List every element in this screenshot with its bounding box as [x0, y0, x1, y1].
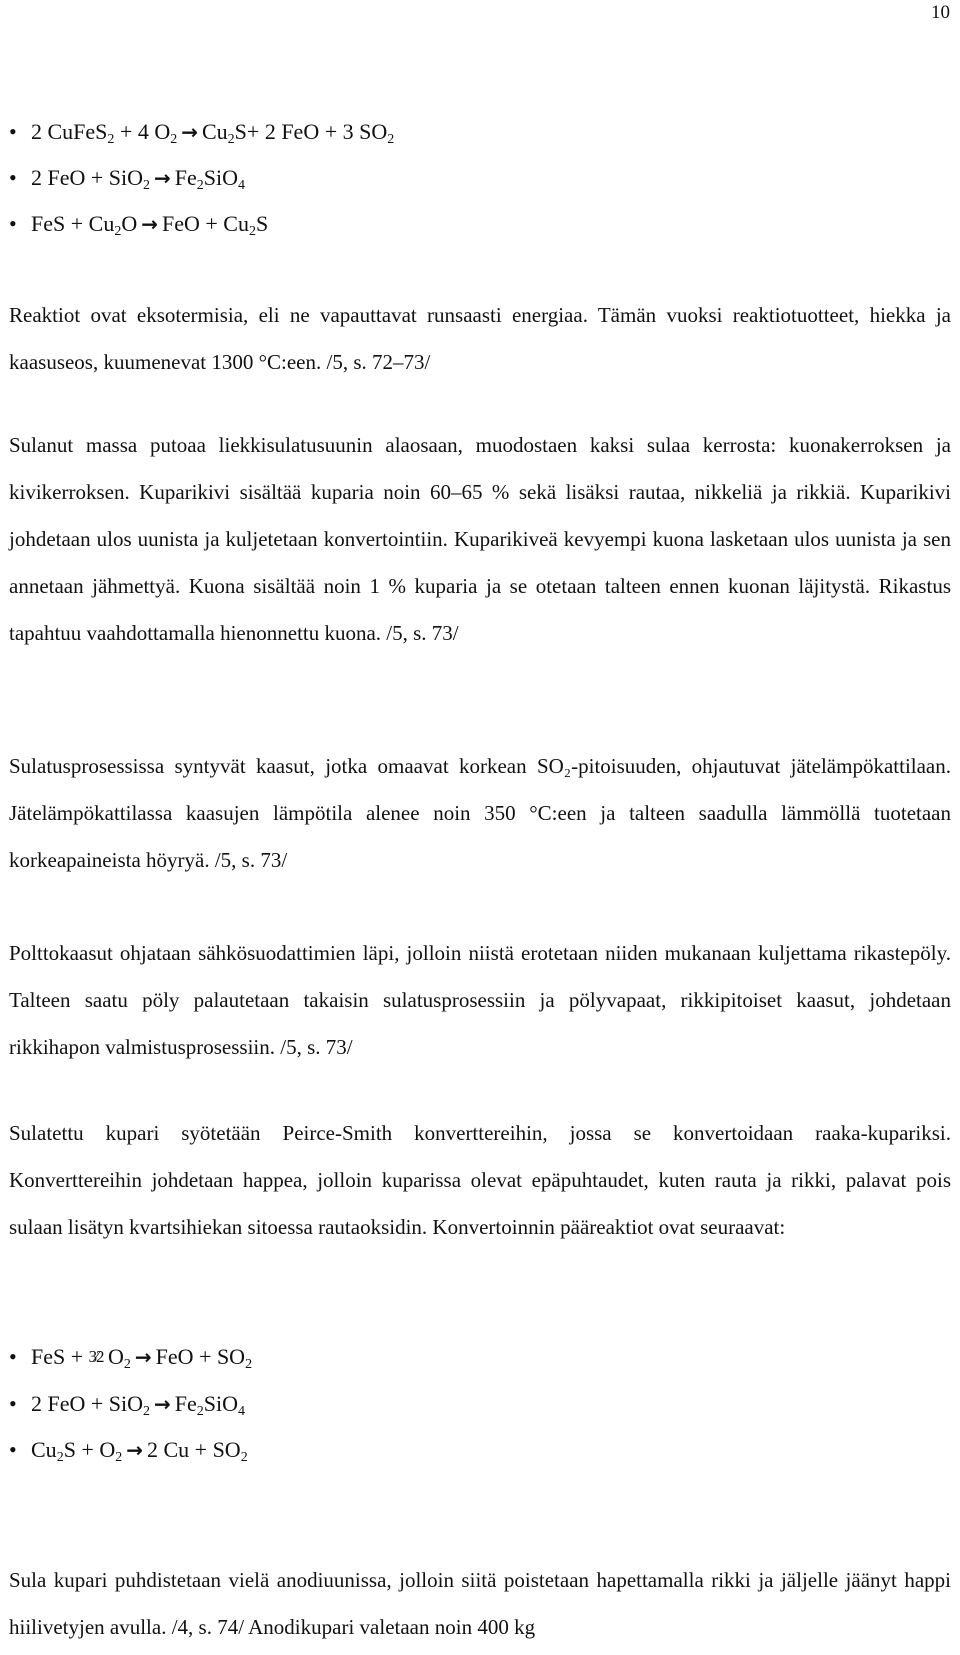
paragraph: Sula kupari puhdistetaan vielä anodiuunissa, jolloin siitä poistetaan hapettamalla rikki ja jäljelle jäänyt happi hiilivetyjen avulla. /4, s. 74/ Anodikupari valetaan noin 400 kg [9, 1568, 951, 1639]
reaction-equation: • FeS + 3⁄2 $O_2$ → FeO + $SO_2$ [9, 1337, 252, 1377]
arrow-icon: → [181, 120, 198, 144]
bullet-icon: • [9, 1344, 17, 1369]
arrow-icon: → [154, 166, 171, 190]
reaction-equation: • 2 FeO + $SiO_2 \to Fe_2SiO_4$ [9, 1384, 245, 1424]
bullet-icon: • [9, 1437, 17, 1462]
page-number: 10 [931, 2, 950, 23]
arrow-icon: → [134, 1345, 152, 1369]
paragraph: Reaktiot ovat eksotermisia, eli ne vapauttavat runsaasti energiaa. Tämän vuoksi reaktiotuotteet, hiekka ja kaasuseos, kuumenevat 1300 °C:een. /5, s. 72–73/ [9, 303, 951, 374]
reaction-equation: • FeS + $Cu_2O$ → FeO + $Cu_2S$ [9, 204, 268, 244]
paragraph: Polttokaasut ohjataan sähkösuodattimien läpi, jolloin niistä erotetaan niiden mukanaan kuljettama rikastepöly. Talteen saatu pöly palautetaan takaisin sulatusprosessiin ja pölyvapaat, rikkipitoiset kaasut, johdetaan rikkihapon valmistusprosessiin. /5, s. 73/ [9, 941, 951, 1059]
arrow-icon: → [141, 212, 158, 236]
bullet-icon: • [9, 211, 17, 236]
bullet-icon: • [9, 165, 17, 190]
arrow-icon: → [154, 1392, 171, 1416]
reaction-equation: • 2 CuFeS$_2$ + 4 $O_2 \to Cu_2S+ 2$ FeO + 3 $SO_2$ [9, 112, 394, 152]
bullet-icon: • [9, 1391, 17, 1416]
paragraph: Sulatettu kupari syötetään Peirce-Smith konverttereihin, jossa se konvertoidaan raaka-kupariksi. Konverttereihin johdetaan happea, jolloin kuparissa olevat epäpuhtaudet, kuten rauta ja rikki, palavat pois sulaan lisätyn kvartsihiekan sitoessa rautaoksidin. Konvertoinnin pääreaktiot ovat seuraavat: [9, 1121, 951, 1239]
bullet-icon: • [9, 119, 17, 144]
reaction-equation: • 2 FeO + $SiO_2 \to Fe_2SiO_4$ [9, 158, 245, 198]
reaction-equation: • $Cu_2S + O_2 \to 2$ $Cu + SO_2$ [9, 1430, 248, 1470]
paragraph: Sulanut massa putoaa liekkisulatusuunin alaosaan, muodostaen kaksi sulaa kerrosta: kuonakerroksen ja kivikerroksen. Kuparikivi sisältää kuparia noin 60–65 % sekä lisäksi rautaa, nikkeliä ja rikkiä. Kuparikivi johdetaan ulos uunista ja kuljetetaan konvertointiin. Kuparikiveä kevyempi kuona lasketaan ulos uunista ja sen annetaan jähmettyä. Kuona sisältää noin 1 % kuparia ja se otetaan talteen ennen kuonan läjitystä. Rikastus tapahtuu vaahdottamalla hienonnettu kuona. /5, s. 73/ [9, 433, 951, 645]
arrow-icon: → [126, 1438, 143, 1462]
paragraph: Sulatusprosessissa syntyvät kaasut, jotka omaavat korkean SO₂-pitoisuuden, ohjautuvat jätelämpökattilaan. Jätelämpökattilassa kaasujen lämpötila alenee noin 350 °C:een ja talteen saadulla lämmöllä tuotetaan korkeapaineista höyryä. /5, s. 73/ [9, 754, 951, 872]
